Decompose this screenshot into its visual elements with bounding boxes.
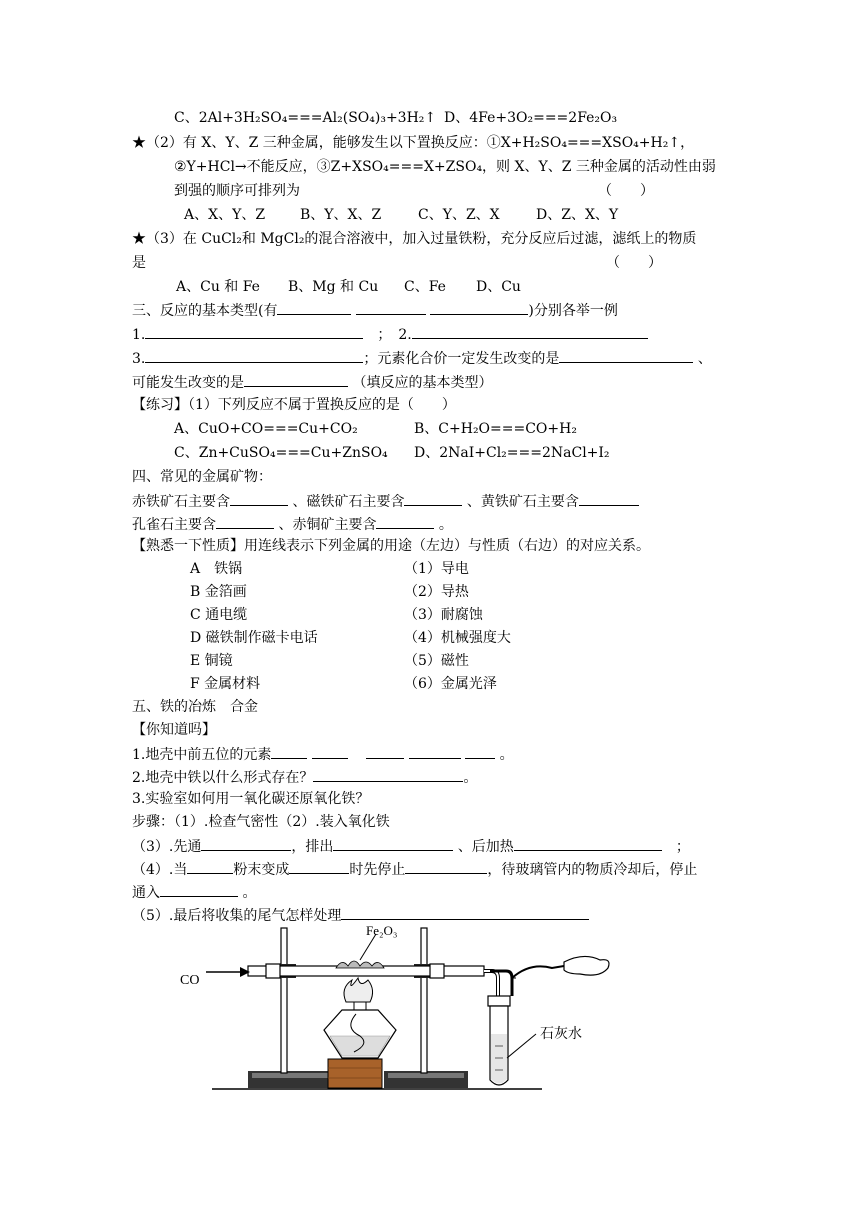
match-left-a[interactable]: A 铁锅: [190, 561, 243, 577]
q3-option-b: B、Mg 和 Cu: [288, 279, 379, 295]
fe2o3-powder: [336, 961, 384, 968]
section5-q3: 3.实验室如何用一氧化碳还原氧化铁？: [132, 791, 370, 807]
fe2o3-label: Fe₂O₃: [366, 923, 398, 938]
co-reduction-apparatus-figure: [170, 918, 740, 1098]
blank[interactable]: [145, 347, 363, 363]
section4-row-1: 赤铁矿石主要含 、磁铁矿石主要含 、黄铁矿石主要含: [132, 490, 639, 512]
right-stand-rod: [421, 928, 427, 1073]
section5-q1: 1.地壳中前五位的元素 。: [132, 743, 514, 765]
match-right-2[interactable]: （2）导热: [404, 584, 469, 600]
match-right-4[interactable]: （4）机械强度大: [404, 630, 511, 646]
match-right-5[interactable]: （5）磁性: [404, 653, 469, 669]
match-right-3[interactable]: （3）耐腐蚀: [404, 607, 483, 623]
match-left-e[interactable]: E 铜镜: [190, 653, 233, 669]
blank[interactable]: [559, 347, 693, 363]
section5-title: 五、铁的冶炼 合金: [132, 699, 258, 715]
blank[interactable]: [333, 835, 453, 851]
section3-title: 三、反应的基本类型(有 )分别各举一例: [132, 299, 618, 321]
blank[interactable]: [465, 743, 495, 759]
q3-option-d: D、Cu: [476, 279, 521, 295]
blank[interactable]: [579, 490, 639, 506]
blank[interactable]: [187, 858, 233, 874]
q3-option-c: C、Fe: [404, 279, 446, 295]
balloon-tube: [512, 966, 564, 978]
blank[interactable]: [244, 371, 348, 387]
blank[interactable]: [376, 513, 434, 529]
blank[interactable]: [405, 858, 487, 874]
q3-stem-line2: 是: [132, 255, 146, 271]
section5-q2: 2.地壳中铁以什么形式存在？ 。: [132, 766, 477, 788]
practice-option-a: A、CuO+CO===Cu+CO₂: [174, 421, 358, 437]
step-5: （5）.最后将收集的尾气怎样处理: [132, 904, 589, 926]
q2-stem-line3: 到强的顺序可排列为: [174, 183, 300, 199]
blank[interactable]: [404, 490, 462, 506]
blank[interactable]: [514, 835, 662, 851]
flame: [344, 978, 373, 1002]
blank[interactable]: [366, 743, 404, 759]
test-tube-stopper: [488, 996, 510, 1006]
gas-balloon: [564, 956, 609, 975]
section3-item-3: 3. ；元素化合价一定发生改变的是 、: [132, 347, 712, 369]
practice-option-d: D、2NaI+Cl₂===2NaCl+I₂: [414, 445, 610, 461]
match-left-b[interactable]: B 金箔画: [190, 584, 247, 600]
blank[interactable]: [201, 835, 291, 851]
practice-option-c: C、Zn+CuSO₄===Cu+ZnSO₄: [174, 445, 388, 461]
q3-answer-paren: （ ）: [606, 255, 662, 271]
q2-answer-paren: （ ）: [598, 183, 654, 199]
section4-row-2: 孔雀石主要含 、赤铜矿主要含 。: [132, 513, 453, 535]
wooden-block: [328, 1059, 382, 1088]
section5-know: 【你知道吗】: [132, 722, 216, 738]
blank[interactable]: [145, 323, 363, 339]
q1-option-c: C、2Al+3H₂SO₄===Al₂(SO₄)₃+3H₂↑: [174, 110, 437, 126]
blank[interactable]: [216, 513, 274, 529]
match-right-6[interactable]: （6）金属光泽: [404, 676, 497, 692]
limewater-pointer: [507, 1034, 536, 1058]
match-left-f[interactable]: F 金属材料: [190, 676, 261, 692]
blank[interactable]: [312, 743, 348, 759]
left-stand-rod: [281, 928, 287, 1073]
blank[interactable]: [289, 858, 349, 874]
q2-stem-line2: ②Y+HCl→不能反应，③Z+XSO₄===X+ZSO₄，则 X、Y、Z 三种金属的活动性由弱: [174, 159, 716, 175]
q1-option-d: D、4Fe+3O₂===2Fe₂O₃: [444, 110, 618, 126]
practice-stem: 【练习】（1）下列反应不属于置换反应的是（ ）: [132, 397, 456, 413]
blank[interactable]: [160, 881, 238, 897]
practice-option-b: B、C+H₂O===CO+H₂: [414, 421, 577, 437]
q2-option-c: C、Y、Z、X: [418, 207, 500, 223]
blank[interactable]: [271, 743, 307, 759]
co-label: CO: [180, 973, 200, 988]
blank[interactable]: [356, 299, 426, 315]
match-stem: 【熟悉一下性质】用连线表示下列金属的用途（左边）与性质（右边）的对应关系。: [132, 538, 650, 554]
q2-stem-line1: ★（2）有 X、Y、Z 三种金属，能够发生以下置换反应：①X+H₂SO₄===XSO₄+H₂↑，: [132, 135, 695, 151]
q3-stem-line1: ★（3）在 CuCl₂和 MgCl₂的混合溶液中，加入过量铁粉，充分反应后过滤，滤纸上的物质: [132, 231, 697, 247]
q2-option-d: D、Z、X、Y: [536, 207, 619, 223]
section5-steps: 步骤：（1）.检查气密性（2）.装入氧化铁: [132, 814, 390, 830]
blank[interactable]: [409, 743, 461, 759]
step-3: （3）.先通 ，排出 、后加热 ；: [132, 835, 690, 857]
q3-option-a: A、Cu 和 Fe: [176, 279, 260, 295]
q2-option-a: A、X、Y、Z: [184, 207, 266, 223]
section3-note-2: 可能发生改变的是 （填反应的基本类型）: [132, 371, 492, 393]
blank[interactable]: [313, 766, 463, 782]
step-4-cont: 通入 。: [132, 881, 256, 903]
match-right-1[interactable]: （1）导电: [404, 561, 469, 577]
blank[interactable]: [412, 323, 648, 339]
q2-option-b: B、Y、X、Z: [300, 207, 382, 223]
apparatus-drawing: [170, 918, 740, 1098]
step-4: （4）.当 粉末变成 时先停止 ，待玻璃管内的物质冷却后，停止: [132, 858, 697, 880]
match-left-d[interactable]: D 磁铁制作磁卡电话: [190, 630, 318, 646]
blank[interactable]: [430, 299, 528, 315]
section3-item-1-2: 1. ； 2.: [132, 323, 648, 345]
blank[interactable]: [277, 299, 351, 315]
section4-title: 四、常见的金属矿物：: [132, 469, 272, 485]
match-left-c[interactable]: C 通电缆: [190, 607, 248, 623]
limewater-label: 石灰水: [540, 1027, 582, 1042]
blank[interactable]: [230, 490, 288, 506]
